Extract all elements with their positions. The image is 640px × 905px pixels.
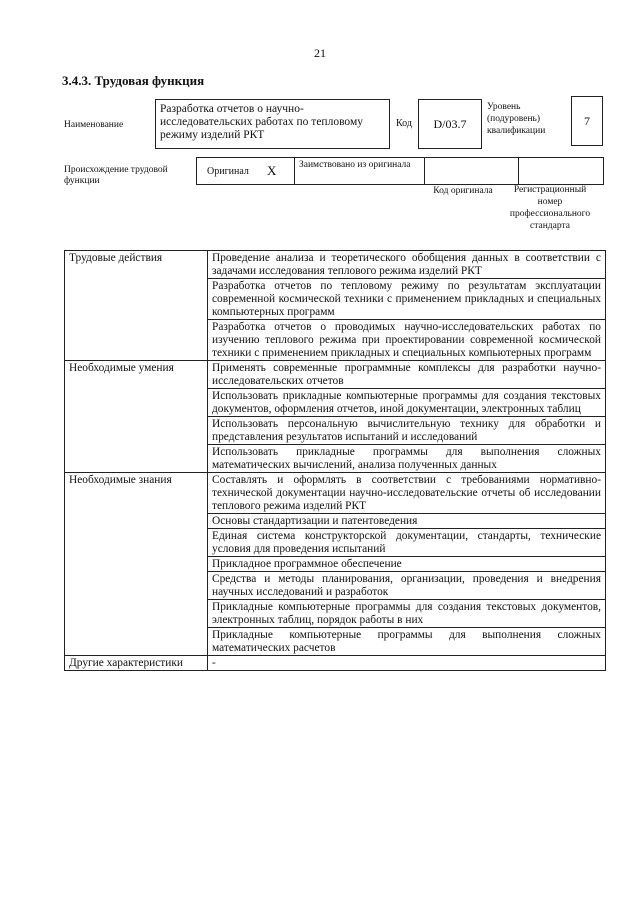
category-cell: Необходимые знания xyxy=(65,473,208,656)
item-cell: Средства и методы планирования, организации, проведения и внедрения научных исследований и разработок xyxy=(208,572,606,600)
item-cell: Основы стандартизации и патентоведения xyxy=(208,514,606,529)
section-title: 3.4.3. Трудовая функция xyxy=(62,73,205,88)
item-cell: Разработка отчетов о проводимых научно-исследовательских работах по изучению теплового режима при проектировании современной космической техники с применением прикладных и специальных компьютерных программ xyxy=(208,320,606,361)
table-row xyxy=(65,251,606,279)
item-cell: Использовать прикладные компьютерные программы для создания текстовых документов, оформления отчетов, иной документации, электронных таблиц xyxy=(208,389,606,417)
category-cell: Необходимые умения xyxy=(65,361,208,473)
item-cell: Разработка отчетов по тепловому режиму по результатам эксплуатации современной космической техники с применением прикладных и специальных компьютерных программ xyxy=(208,279,606,320)
category-cell: Трудовые действия xyxy=(65,251,208,361)
qualification-level-label: Уровень (подуровень) квалификации xyxy=(487,102,546,136)
table-row xyxy=(65,473,606,514)
original-label: Оригинал xyxy=(207,166,249,177)
qualification-level-text: 7 xyxy=(584,113,590,128)
origin-code-cell xyxy=(425,158,519,184)
table-row xyxy=(65,361,606,389)
origin-label: Происхождение трудовой функции xyxy=(64,165,168,186)
item-cell: Составлять и оформлять в соответствии с требованиями нормативно-технической документации научно-исследовательские отчеты об исследовании теплового режима изделий РКТ xyxy=(208,473,606,514)
category-cell: Другие характеристики xyxy=(65,656,208,671)
item-cell: - xyxy=(208,656,606,671)
labor-function-table-body xyxy=(65,251,606,671)
page-number: 21 xyxy=(314,46,326,60)
origin-borrowed-cell xyxy=(295,158,425,184)
function-name-value: Разработка отчетов о научно-исследовательских работах по тепловому режиму изделий РКТ xyxy=(155,99,390,149)
item-cell: Прикладные компьютерные программы для создания текстовых документов, электронных таблиц, порядок работы в них xyxy=(208,600,606,628)
item-cell: Использовать прикладные программы для выполнения сложных математических вычислений, анализа полученных данных xyxy=(208,445,606,473)
registration-number-caption: Регистрационный номер профессионального стандарта xyxy=(509,185,591,231)
origin-table xyxy=(196,157,604,185)
table-row xyxy=(65,656,606,671)
code-value xyxy=(418,99,482,149)
item-cell: Использовать персональную вычислительную технику для обработки и представления результатов испытаний и исследований xyxy=(208,417,606,445)
code-label: Код xyxy=(396,118,412,129)
item-cell: Применять современные программные комплексы для разработки научно-исследовательских отчетов xyxy=(208,361,606,389)
item-cell: Проведение анализа и теоретического обобщения данных в соответствии с задачами исследования теплового режима изделий РКТ xyxy=(208,251,606,279)
code-value-text: D/03.7 xyxy=(433,116,467,131)
qualification-level-value xyxy=(571,96,603,146)
labor-function-table xyxy=(64,250,606,671)
original-mark: X xyxy=(267,163,277,178)
borrowed-label: Заимствовано из оригинала xyxy=(299,160,411,170)
name-label: Наименование xyxy=(64,120,124,130)
item-cell: Прикладное программное обеспечение xyxy=(208,557,606,572)
origin-code-caption: Код оригинала xyxy=(433,186,493,196)
item-cell: Единая система конструкторской документации, стандарты, технические условия для проведения испытаний xyxy=(208,529,606,557)
item-cell: Прикладные компьютерные программы для выполнения сложных математических расчетов xyxy=(208,628,606,656)
origin-original-cell xyxy=(197,158,295,184)
